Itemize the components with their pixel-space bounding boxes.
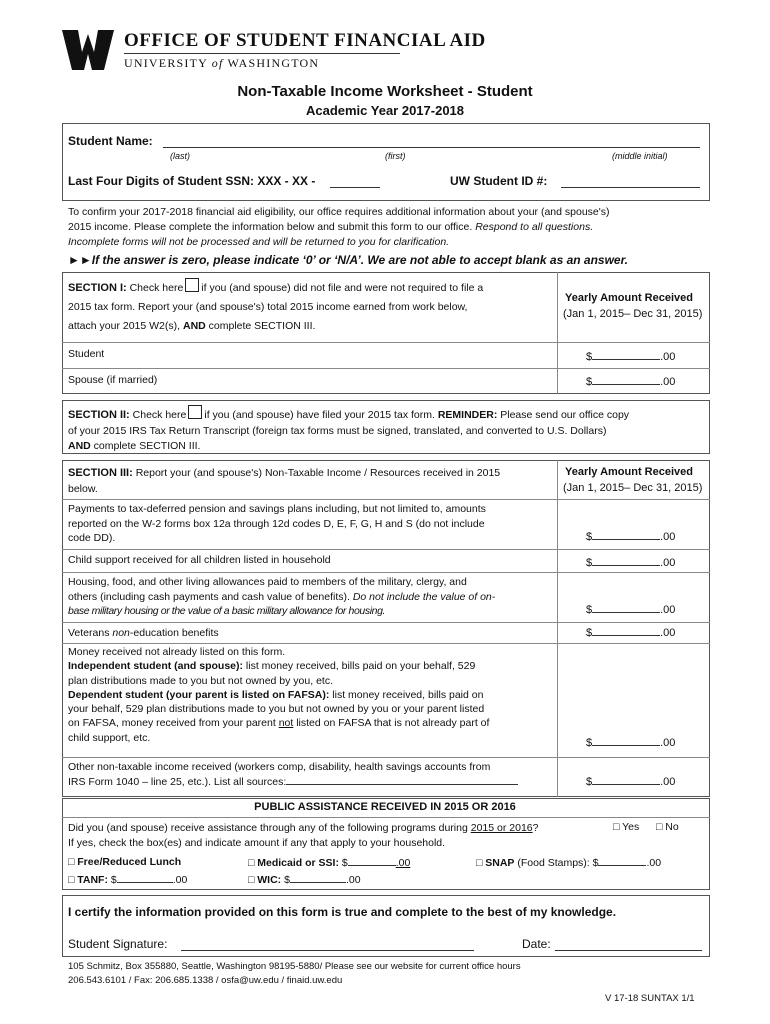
veterans-row: Veterans non-education benefits [68, 627, 219, 639]
other-income-row: Other non-taxable income received (workers comp, disability, health savings accounts from IRS Form 1040 – line 25, etc.). List all sources: [68, 760, 553, 789]
footer-contact: 206.543.6101 / Fax: 206.685.1338 / osfa@uw.edu / finaid.uw.edu [68, 975, 343, 986]
other-income-sources-field[interactable] [286, 775, 518, 785]
military-allowance-row: Housing, food, and other living allowances paid to members of the military, clergy, and others (including cash payments and cash value of benefits). Do not include the value of on- base military housing or the value of a basic military allowance for housing. [68, 576, 496, 617]
date-field[interactable] [555, 950, 702, 951]
section1-row-student: Student [68, 348, 105, 360]
public-no-option[interactable]: □ No [656, 821, 679, 833]
section1-row-spouse: Spouse (if married) [68, 374, 158, 386]
child-support-row: Child support received for all children listed in household [68, 554, 331, 566]
form-subtitle: Academic Year 2017-2018 [305, 103, 465, 118]
ssn-label: Last Four Digits of Student SSN: XXX - XX - [68, 174, 316, 188]
office-name: OFFICE OF STUDENT FINANCIAL AID [124, 30, 486, 51]
signature-field[interactable] [181, 950, 474, 951]
veterans-amount-field[interactable]: $ .00 [586, 627, 676, 639]
date-label: Date: [522, 937, 551, 951]
section2-text: SECTION II: Check here if you (and spouse) have filed your 2015 tax form. REMINDER: Please send our office copy of your 2015 IRS Tax Return Transcript (foreign tax forms must be signed, translated, and converted to U.S. Dollars) AND complete SECTION III. [68, 405, 708, 455]
section3-col-range: (Jan 1, 2015– Dec 31, 2015) [563, 482, 703, 494]
last-name-hint: (last) [170, 151, 190, 161]
ssn-field[interactable] [330, 187, 380, 188]
military-allowance-amount-field[interactable]: $ .00 [586, 604, 676, 616]
section1-checkbox[interactable] [185, 278, 199, 292]
section1-text: SECTION I: Check here if you (and spouse) did not file and were not required to file a 2015 tax form. Report your (and spouse's) total 2015 income earned from work below, attach your 2015 W2(s), AND complete SECTION III. [68, 278, 553, 336]
signature-label: Student Signature: [68, 937, 168, 951]
uw-id-field[interactable] [561, 187, 700, 188]
snap-option[interactable]: □ SNAP (Food Stamps): $ .00 [476, 857, 662, 869]
form-version: V 17-18 SUNTAX 1/1 [605, 993, 695, 1004]
medicaid-option[interactable]: □ Medicaid or SSI: $ .00 [248, 857, 411, 869]
child-support-amount-field[interactable]: $ .00 [586, 557, 676, 569]
form-title: Non-Taxable Income Worksheet - Student [237, 83, 533, 100]
header-divider [124, 53, 400, 54]
money-received-amount-field[interactable]: $ .00 [586, 737, 676, 749]
zero-notice: ►►If the answer is zero, please indicate ‘0’ or ‘N/A’. We are not able to accept blank as an answer. [68, 253, 628, 267]
student-name-label: Student Name: [68, 134, 153, 148]
first-name-hint: (first) [385, 151, 406, 161]
section3-col-title: Yearly Amount Received [565, 466, 693, 478]
tanf-option[interactable]: □ TANF: $ .00 [68, 874, 188, 886]
intro-text: To confirm your 2017-2018 financial aid eligibility, our office requires additional information about your (and spouse's) 2015 income. Please complete the information below and submit this form to our office. Respond to all questions. Incomplete forms will not be processed and will be returned to you for clarification. [68, 206, 610, 248]
public-yes-option[interactable]: □ Yes [613, 821, 640, 833]
certification-statement: I certify the information provided on this form is true and complete to the best of my knowledge. [68, 905, 617, 919]
footer-address: 105 Schmitz, Box 355880, Seattle, Washington 98195-5880/ Please see our website for current office hours [68, 961, 521, 972]
university-name: UNIVERSITY of WASHINGTON [124, 56, 320, 70]
section1-col-title: Yearly Amount Received [565, 292, 693, 304]
public-question: Did you (and spouse) receive assistance through any of the following programs during 2015 or 2016? If yes, check the box(es) and indicate amount if any that apply to your household. [68, 822, 539, 849]
student-info-box [62, 123, 710, 201]
student-income-field[interactable]: $ .00 [586, 351, 676, 363]
pension-amount-field[interactable]: $ .00 [586, 531, 676, 543]
wic-option[interactable]: □ WIC: $ .00 [248, 874, 361, 886]
middle-initial-hint: (middle initial) [612, 151, 668, 161]
section3-intro: SECTION III: Report your (and spouse's) Non-Taxable Income / Resources received in 2015 below. [68, 467, 501, 495]
free-lunch-option[interactable]: □ Free/Reduced Lunch [68, 856, 182, 868]
uw-logo-icon [62, 30, 114, 70]
public-assistance-heading: PUBLIC ASSISTANCE RECEIVED IN 2015 OR 2016 [254, 801, 516, 813]
uw-id-label: UW Student ID #: [450, 174, 548, 188]
pension-row: Payments to tax-deferred pension and savings plans including, but not limited to, amounts reported on the W-2 forms box 12a through 12d codes D, E, F, G, H and S (do not include code DD). [68, 503, 486, 544]
spouse-income-field[interactable]: $ .00 [586, 376, 676, 388]
money-received-row: Money received not already listed on this form. Independent student (and spouse): list money received, bills paid on your behalf, 529 plan distributions made to you but not owned by you, etc. Dependent student (your parent is listed on FAFSA): list money received, bills paid on your behalf, 529 plan distributions made to you but not owned by you or your parent listed on FAFSA, money received from your parent not listed on FAFSA that is not already part of child support, etc. [68, 646, 490, 744]
section1-col-range: (Jan 1, 2015– Dec 31, 2015) [563, 308, 703, 320]
section2-checkbox[interactable] [188, 405, 202, 419]
student-name-field[interactable] [163, 147, 700, 148]
other-income-amount-field[interactable]: $ .00 [586, 776, 676, 788]
